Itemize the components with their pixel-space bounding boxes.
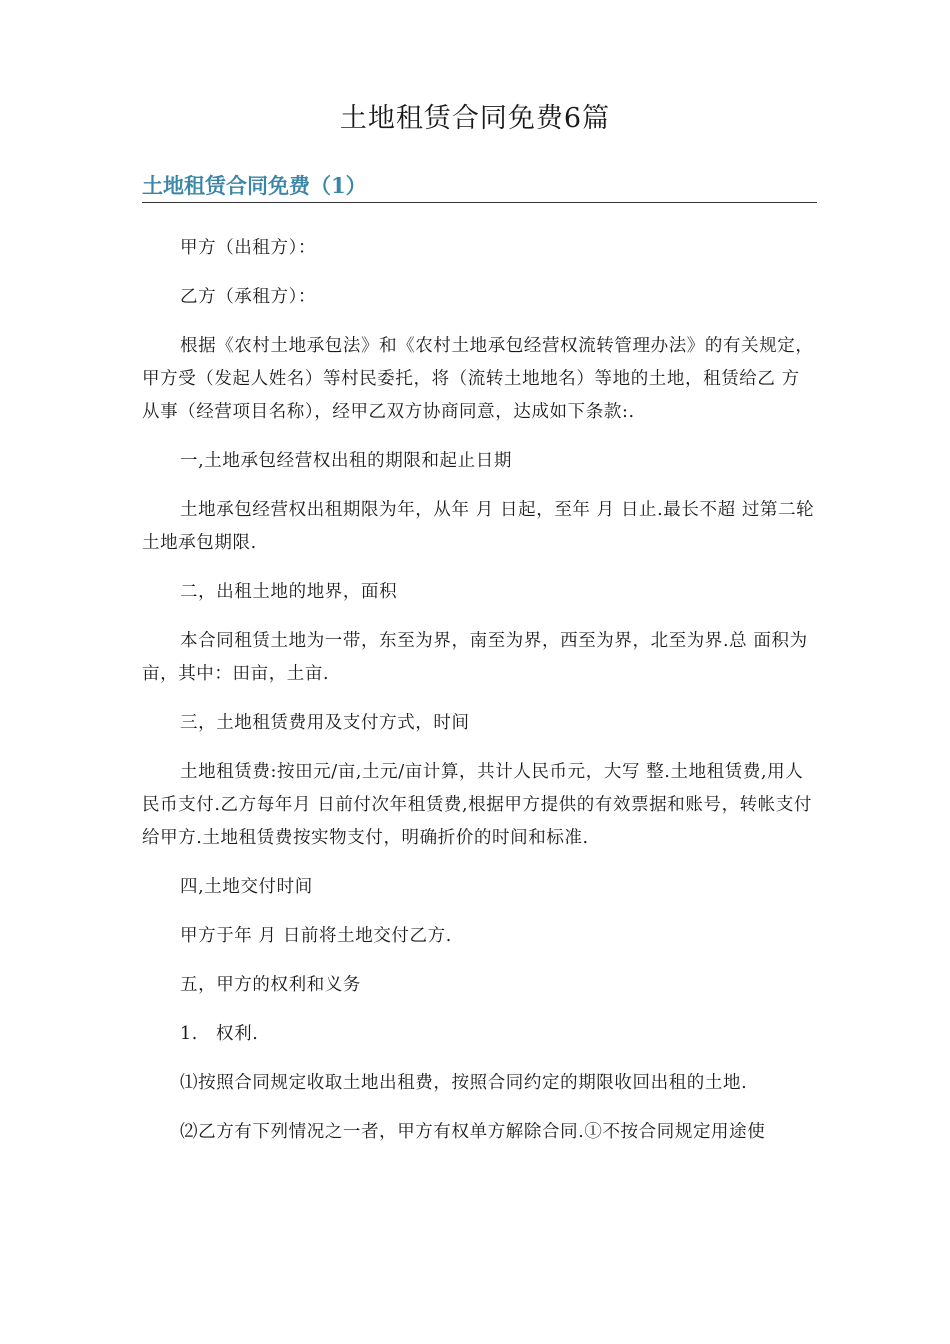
paragraph-boundary: 本合同租赁土地为一带，东至为界，南至为界，西至为界，北至为界.总 面积为 亩，其中：田亩，土亩.	[142, 631, 808, 684]
paragraph-party-a: 甲方（出租方）：	[180, 238, 317, 258]
list-item-rights: 1. 权利.	[180, 1024, 259, 1044]
list-item-right-1: ⑴按照合同规定收取土地出租费，按照合同约定的期限收回出租的土地.	[180, 1073, 748, 1093]
clause-heading-2: 二，出租土地的地界，面积	[180, 582, 398, 602]
section-heading: 土地租赁合同免费（1）	[142, 170, 817, 203]
clause-heading-1: 一,土地承包经营权出租的期限和起止日期	[180, 451, 512, 471]
paragraph-term: 土地承包经营权出租期限为年，从年 月 日起，至年 月 日止.最长不超 过第二轮土地承包期限.	[142, 500, 815, 553]
paragraph-preamble: 根据《农村土地承包法》和《农村土地承包经营权流转管理办法》的有关规定，甲方受（发起人姓名）等村民委托，将（流转土地地名）等地的土地，租赁给乙 方从事（经营项目名称），经甲乙双方协商同意，达成如下条款:.	[142, 336, 814, 422]
paragraph-delivery: 甲方于年 月 日前将土地交付乙方.	[180, 926, 452, 946]
document-title: 土地租赁合同免费6篇	[339, 103, 611, 134]
document-body	[142, 232, 817, 1165]
paragraph-party-b: 乙方（承租方）：	[180, 287, 317, 307]
clause-heading-5: 五，甲方的权利和义务	[180, 975, 361, 995]
clause-heading-3: 三，土地租赁费用及支付方式，时间	[180, 713, 470, 733]
list-item-right-2: ⑵乙方有下列情况之一者，甲方有权单方解除合同.①不按合同规定用途使	[180, 1122, 766, 1142]
clause-heading-4: 四,土地交付时间	[180, 877, 313, 897]
paragraph-fees: 土地租赁费:按田元/亩,土元/亩计算，共计人民币元，大写 整.土地租赁费,用人民币支付.乙方每年月 日前付次年租赁费,根据甲方提供的有效票据和账号，转帐支付给甲方.土地租赁费按实物支付，明确折价的时间和标准.	[142, 762, 813, 848]
